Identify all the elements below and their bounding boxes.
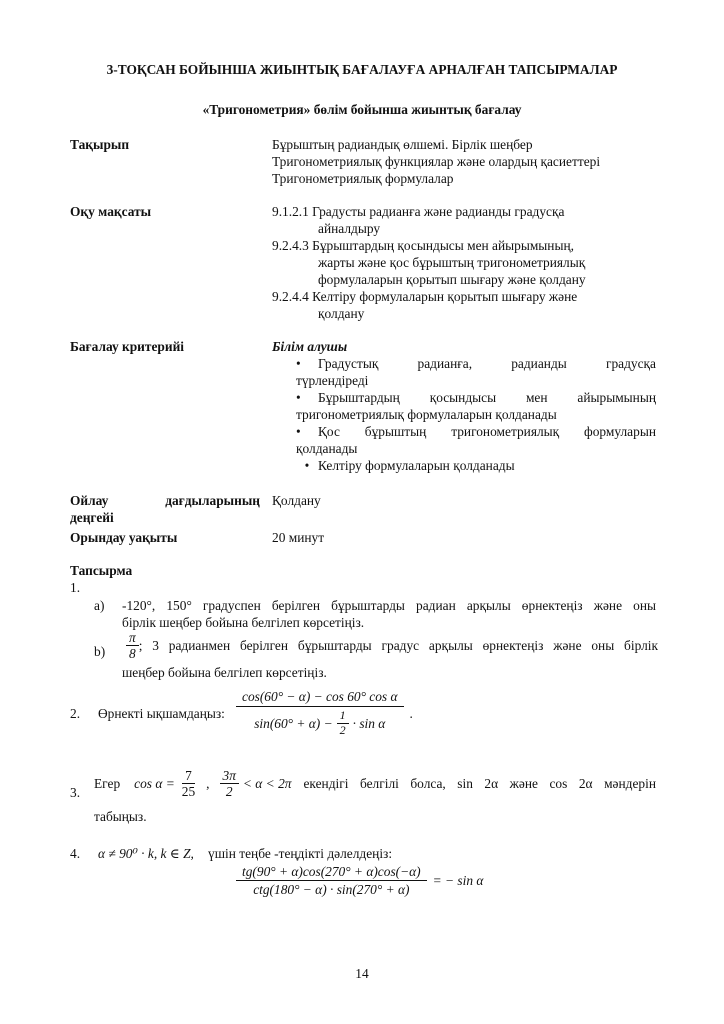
task-1a-marker: a) (94, 598, 105, 613)
topic-label: Тақырып (70, 137, 130, 152)
fraction-denominator: 8 (129, 646, 136, 662)
thinking-label: Ойлау дағдыларының (70, 493, 260, 508)
task-1a-text: -120°, 150° градуспен берілген бұрыштарды радиан арқылы өрнектеңіз және оны (122, 598, 656, 613)
criteria-item: • Қос бұрыштың тригонометриялық формуларын (296, 423, 656, 440)
cos-fraction (179, 768, 198, 800)
criteria-item-cont: түрлендіреді (296, 373, 369, 388)
time-value: 20 минут (272, 530, 325, 545)
criteria-heading: Білім алушы (272, 339, 348, 354)
fraction-numerator: 7 (182, 768, 195, 784)
identity-rhs: = − sin α (432, 872, 484, 888)
objective-line: формулаларын қорытып шығару және қолдану (318, 272, 586, 287)
task-1b-text-cont: шеңбер бойына белгілеп көрсетіңіз. (122, 665, 327, 680)
criteria-item: • Градустық радианға, радианды градусқа (296, 355, 656, 372)
expression-denominator (251, 707, 388, 738)
thinking-value: Қолдану (272, 493, 321, 508)
task-2-number: 2. (70, 706, 81, 721)
criteria-item-cont: тригонометриялық формулаларын қолданады (296, 407, 557, 422)
task-1b-text: ; 3 радианмен берілген бұрыштарды градус арқылы өрнектеңіз және оны бірлік (138, 637, 658, 653)
objective-line: жарты және қос бұрыштың тригонометриялық (318, 255, 586, 270)
tasks-heading: Тапсырма (70, 563, 133, 578)
criteria-item: • Келтіру формулаларын қолданады (296, 457, 515, 474)
task-4-condition: α ≠ 90⁰ · k, k ∈ Z, (98, 846, 194, 861)
identity-fraction (236, 864, 427, 898)
pi-over-8-fraction (126, 630, 139, 662)
expression-numerator: cos(60° − α) − cos 60° cos α (236, 689, 404, 707)
task-3-text: екендігі белгілі болса, sin 2α және cos 2α мәндерін (303, 775, 656, 791)
objective-line: 9.2.4.3 Бұрыштардың қосындысы мен айырымының, (272, 238, 574, 253)
task-4-text: үшін теңбе -теңдікті дәлелдеңіз: (208, 846, 393, 861)
three-pi-over-2-fraction (220, 768, 239, 800)
topic-line: Тригонометриялық функциялар және олардың қасиеттері (272, 154, 601, 169)
fraction-denominator: 2 (225, 784, 233, 800)
thinking-label-cont: деңгейі (70, 510, 114, 525)
fraction-numerator: 3π (220, 768, 239, 784)
identity-denominator: ctg(180° − α) · sin(270° + α) (253, 882, 410, 898)
time-label: Орындау уақыты (70, 530, 178, 545)
fraction-denominator: 2 (339, 723, 346, 738)
half-fraction (337, 709, 349, 738)
inequality: < α < 2π (242, 775, 292, 791)
objectives-label: Оқу мақсаты (70, 204, 152, 219)
topic-line: Бұрыштың радиандық өлшемі. Бірлік шеңбер (272, 137, 533, 152)
task-3-row (94, 768, 656, 800)
page-subtitle: «Тригонометрия» бөлім бойынша жиынтық бағалау (202, 102, 522, 117)
objective-line: 9.2.4.4 Келтіру формулаларын қорытып шығару және (272, 289, 578, 304)
task-3-word: Егер (94, 775, 121, 791)
criteria-label: Бағалау критерийі (70, 339, 185, 354)
objective-line: қолдану (318, 306, 365, 321)
identity-numerator: tg(90° + α)cos(270° + α)cos(−α) (236, 864, 427, 881)
criteria-item-cont: қолданады (296, 441, 358, 456)
task-4-number: 4. (70, 846, 81, 861)
task-1b-row (126, 630, 658, 662)
period: . (409, 705, 413, 721)
objective-line: 9.1.2.1 Градусты радианға және радианды градусқа (272, 204, 565, 219)
topic-line: Тригонометриялық формулалар (272, 171, 454, 186)
task-1a-text-cont: бірлік шеңбер бойына белгілеп көрсетіңіз. (122, 615, 365, 630)
page-number: 14 (355, 966, 369, 981)
page-title: 3-ТОҚСАН БОЙЫНША ЖИЫНТЫҚ БАҒАЛАУҒА АРНАЛҒАН ТАПСЫРМАЛАР (106, 62, 618, 77)
task-1b-marker: b) (94, 644, 106, 659)
comma: , (206, 775, 210, 791)
criteria-item: • Бұрыштардың қосындысы мен айырымының (296, 389, 656, 406)
cos-expression: cos α = (134, 775, 175, 791)
task-2-expression (236, 689, 413, 738)
denominator-part: · sin α (352, 716, 386, 731)
task-3-text-cont: табыңыз. (94, 809, 147, 824)
fraction-denominator: 25 (181, 784, 196, 800)
denominator-part: sin(60° + α) − (254, 716, 333, 731)
task-3-number: 3. (70, 785, 81, 800)
task-1-number: 1. (70, 580, 81, 595)
task-4-identity (236, 864, 483, 898)
fraction-numerator: π (126, 630, 139, 646)
fraction-numerator: 1 (337, 709, 349, 724)
task-2-text: Өрнекті ықшамдаңыз: (98, 706, 225, 721)
objective-line: айналдыру (318, 221, 381, 236)
